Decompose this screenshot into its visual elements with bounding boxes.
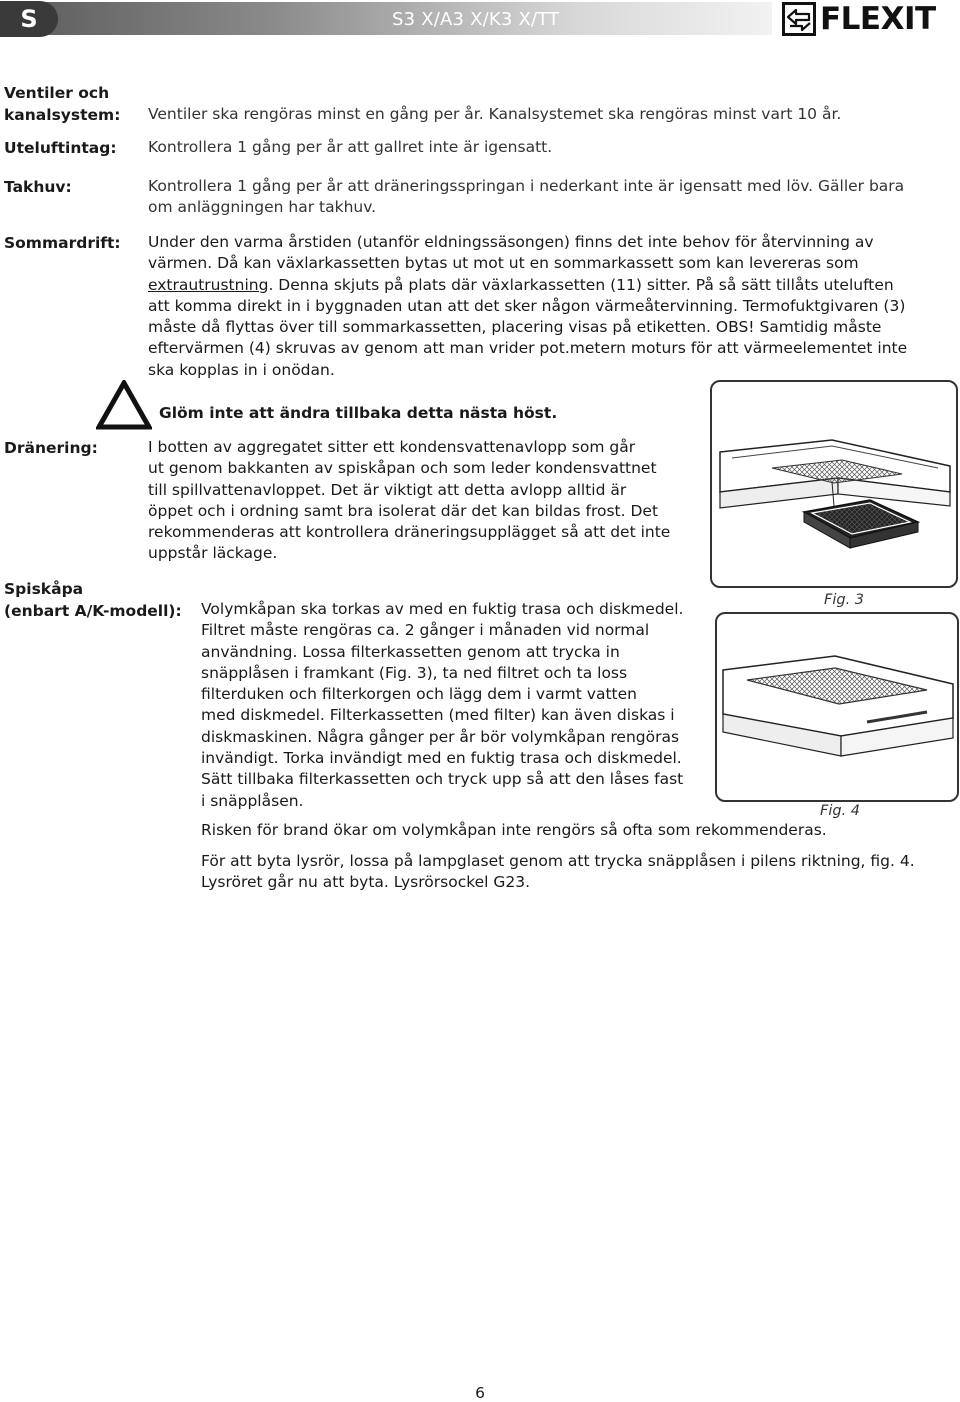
label-spiskapa bbox=[4, 578, 182, 622]
figure-4-illustration bbox=[717, 614, 957, 800]
text-takhuv-line2: om anläggningen har takhuv. bbox=[148, 198, 377, 217]
text-sommardrift-line3-rest: . Denna skjuts på plats där växlarkassetten (11) sitter. På så sätt tillåts uteluften bbox=[268, 275, 894, 294]
figure-4 bbox=[715, 612, 959, 802]
text-spiskapa-line7: diskmaskinen. Några gånger per år bör volymkåpan rengöras bbox=[201, 727, 680, 746]
text-dranering bbox=[148, 437, 670, 565]
text-spiskapa-line3: användning. Lossa filterkassetten genom att trycka in bbox=[201, 642, 620, 661]
brand-name: FLEXIT bbox=[820, 1, 936, 37]
text-spiskapa-line5: filterduken och filterkorgen och lägg dem i varmt vatten bbox=[201, 685, 637, 704]
text-sommardrift-line1: Under den varma årstiden (utanför eldningssäsongen) finns det inte behov för återvinning av bbox=[148, 233, 874, 251]
text-dranering-line5: rekommenderas att kontrollera dräneringsupplägget så att det inte bbox=[148, 523, 671, 542]
language-badge bbox=[0, 1, 58, 37]
label-ventiler bbox=[4, 82, 120, 126]
figure-4-caption: Fig. 4 bbox=[820, 803, 861, 819]
text-dranering-line2: ut genom bakkanten av spiskåpan och som leder kondensvattnet bbox=[148, 459, 657, 478]
text-dranering-line6: uppstår läckage. bbox=[148, 544, 278, 563]
text-sommardrift-line5: måste då flyttas över till sommarkassetten, placering visas på etiketten. OBS! Samtidig måste bbox=[148, 318, 882, 337]
text-spiskapa-line10: i snäpplåsen. bbox=[201, 791, 304, 810]
text-sommardrift bbox=[148, 232, 907, 381]
text-spiskapa-line6: med diskmedel. Filterkassetten (med filter) kan även diskas i bbox=[201, 706, 675, 725]
text-spiskapa bbox=[201, 599, 683, 812]
figure-3-illustration bbox=[712, 382, 956, 586]
figure-3 bbox=[710, 380, 958, 588]
header-bar bbox=[0, 2, 772, 35]
text-brand-risk: Risken för brand ökar om volymkåpan inte rengörs så ofta som rekommenderas. bbox=[201, 821, 827, 839]
text-spiskapa-line1: Volymkåpan ska torkas av med en fuktig trasa och diskmedel. bbox=[201, 600, 684, 618]
text-takhuv-line1: Kontrollera 1 gång per år att dräneringsspringan i nederkant inte är igensatt med löv. Gäller bara bbox=[148, 177, 905, 195]
text-uteluft: Kontrollera 1 gång per år att gallret inte är igensatt. bbox=[148, 138, 553, 156]
warning-triangle-icon bbox=[96, 380, 152, 430]
page-number: 6 bbox=[475, 1384, 485, 1402]
text-sommardrift-line4: att komma direkt in i byggnaden utan att det sker någon värmeåtervinning. Termofuktgivaren (3) bbox=[148, 296, 906, 315]
text-dranering-line1: I botten av aggregatet sitter ett kondensvattenavlopp som går bbox=[148, 438, 636, 456]
label-uteluft: Uteluftintag: bbox=[4, 139, 117, 157]
text-takhuv bbox=[148, 176, 904, 219]
figure-3-caption: Fig. 3 bbox=[824, 592, 865, 608]
language-badge-label: S bbox=[20, 5, 38, 33]
text-lamp-line2: Lysröret går nu att byta. Lysrörsockel G23. bbox=[201, 873, 531, 892]
label-ventiler-line1: Ventiler och bbox=[4, 84, 110, 102]
label-spiskapa-line1: Spiskåpa bbox=[4, 580, 84, 598]
text-spiskapa-line4: snäpplåsen i framkant (Fig. 3), ta ned filtret och ta loss bbox=[201, 663, 628, 682]
text-sommardrift-line3 bbox=[148, 275, 907, 296]
text-sommardrift-line6: eftervärmen (4) skruvas av genom att man vrider pot.metern moturs för att värmeelementet inte bbox=[148, 339, 908, 358]
flexit-arrow-icon bbox=[782, 2, 816, 36]
text-ventiler: Ventiler ska rengöras minst en gång per år. Kanalsystemet ska rengöras minst vart 10 år. bbox=[148, 105, 842, 123]
extrautrustning-term: extrautrustning bbox=[148, 275, 269, 294]
label-ventiler-line2: kanalsystem: bbox=[4, 106, 121, 124]
page-header bbox=[0, 0, 960, 40]
text-dranering-line4: öppet och i ordning samt bra isolerat där det kan bildas frost. Det bbox=[148, 501, 659, 520]
text-spiskapa-line8: invändigt. Torka invändigt med en fuktig trasa och diskmedel. bbox=[201, 749, 682, 768]
text-sommardrift-line7: ska kopplas in i onödan. bbox=[148, 360, 335, 379]
text-dranering-line3: till spillvattenavloppet. Det är viktigt att detta avlopp alltid är bbox=[148, 480, 627, 499]
label-sommardrift: Sommardrift: bbox=[4, 234, 121, 252]
model-title: S3 X/A3 X/K3 X/TT bbox=[392, 9, 560, 30]
warning-text: Glöm inte att ändra tillbaka detta nästa höst. bbox=[159, 404, 558, 422]
text-spiskapa-line2: Filtret måste rengöras ca. 2 gånger i månaden vid normal bbox=[201, 621, 650, 640]
flexit-logo bbox=[782, 2, 958, 36]
text-sommardrift-line2: värmen. Då kan växlarkassetten bytas ut mot ut en sommarkassett som kan levereras som bbox=[148, 254, 859, 273]
text-spiskapa-line9: Sätt tillbaka filterkassetten och tryck upp så att den låses fast bbox=[201, 770, 684, 789]
label-takhuv: Takhuv: bbox=[4, 178, 72, 196]
label-dranering: Dränering: bbox=[4, 439, 98, 457]
label-spiskapa-line2: (enbart A/K-modell): bbox=[4, 602, 182, 620]
text-lamp-change bbox=[201, 851, 915, 894]
text-lamp-line1: För att byta lysrör, lossa på lampglaset genom att trycka snäpplåsen i pilens riktning, fig. 4. bbox=[201, 852, 915, 870]
